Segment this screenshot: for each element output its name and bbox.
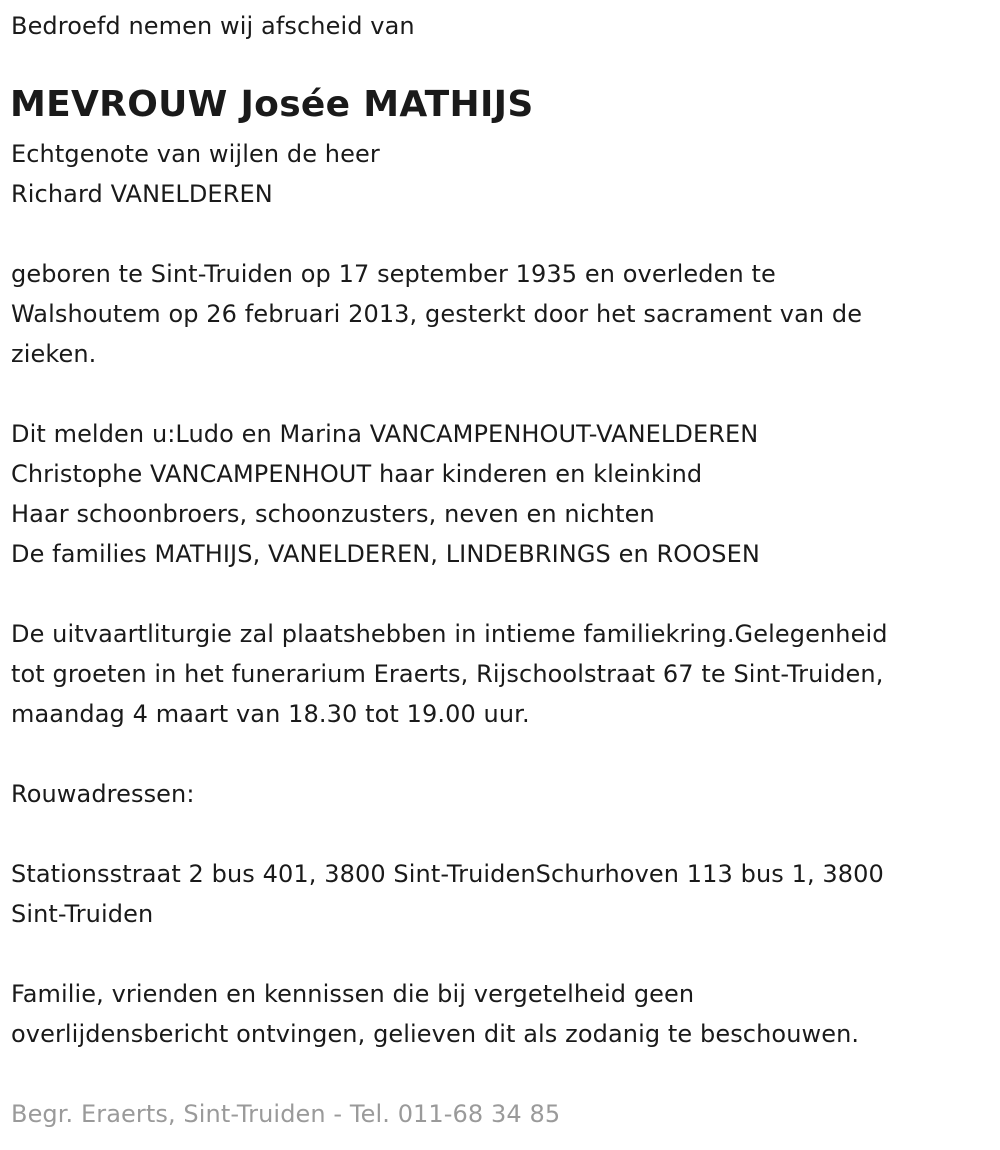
family-line-2: Christophe VANCAMPENHOUT haar kinderen en kleinkind bbox=[11, 460, 703, 488]
service-line-1: De uitvaartliturgie zal plaatshebben in intieme familiekring.Gelegenheid bbox=[11, 620, 888, 648]
funeral-home-footer: Begr. Eraerts, Sint-Truiden - Tel. 011-68 34 85 bbox=[11, 1100, 561, 1128]
closing-line-1: Familie, vrienden en kennissen die bij vergetelheid geen bbox=[11, 980, 695, 1008]
family-line-4: De families MATHIJS, VANELDEREN, LINDEBRINGS en ROOSEN bbox=[11, 540, 760, 568]
closing-line-2: overlijdensbericht ontvingen, gelieven dit als zodanig te beschouwen. bbox=[11, 1020, 860, 1048]
service-line-2: tot groeten in het funerarium Eraerts, Rijschoolstraat 67 te Sint-Truiden, bbox=[11, 660, 884, 688]
deceased-name: MEVROUW Josée MATHIJS bbox=[10, 84, 534, 125]
addresses-label: Rouwadressen: bbox=[11, 780, 195, 808]
service-line-3: maandag 4 maart van 18.30 tot 19.00 uur. bbox=[11, 700, 530, 728]
intro-text: Bedroefd nemen wij afscheid van bbox=[11, 12, 415, 40]
family-line-3: Haar schoonbroers, schoonzusters, neven en nichten bbox=[11, 500, 655, 528]
address-line-2: Sint-Truiden bbox=[11, 900, 154, 928]
address-line-1: Stationsstraat 2 bus 401, 3800 Sint-TruidenSchurhoven 113 bus 1, 3800 bbox=[11, 860, 884, 888]
family-line-1: Dit melden u:Ludo en Marina VANCAMPENHOUT-VANELDEREN bbox=[11, 420, 759, 448]
spouse-line-1: Echtgenote van wijlen de heer bbox=[11, 140, 380, 168]
birth-death-line-2: Walshoutem op 26 februari 2013, gesterkt door het sacrament van de bbox=[11, 300, 863, 328]
birth-death-line-1: geboren te Sint-Truiden op 17 september 1935 en overleden te bbox=[11, 260, 776, 288]
birth-death-line-3: zieken. bbox=[11, 340, 97, 368]
spouse-line-2: Richard VANELDEREN bbox=[11, 180, 273, 208]
